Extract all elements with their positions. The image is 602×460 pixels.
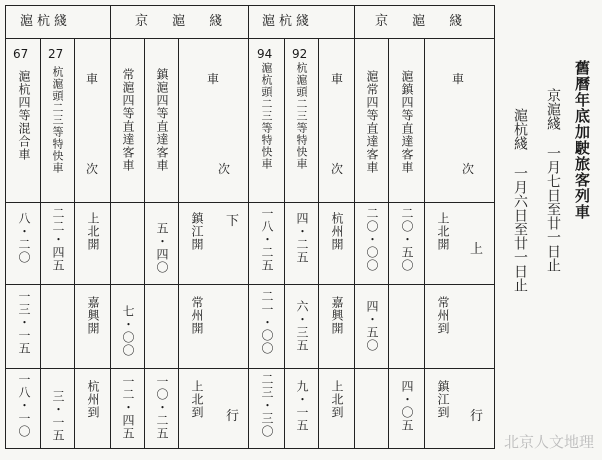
station-label: 嘉興開 [330,296,344,335]
row-divider-2 [5,368,495,369]
time-cell: 一八・一〇 [17,373,31,438]
time-cell: 四・五〇 [365,300,379,352]
section-divider [354,5,355,449]
train-name: 鎮滬四等直達客車 [155,68,169,172]
section-divider [110,5,111,449]
label-ci: 次 [218,162,231,176]
table-border-bottom [5,448,495,449]
station-label: 常州開 [190,296,204,335]
station-label: 鎮江開 [190,212,204,251]
train-number-67: 67 [13,47,29,61]
label-che: 車 [331,72,344,86]
trainname-divider [5,202,495,203]
time-cell: 二三・三〇 [260,373,274,438]
side-line-jinghu: 京滬綫 一月七日至廿一日止 [545,88,561,272]
col-line [388,38,389,449]
side-line-huhang: 滬杭綫 一月六日至廿一日止 [512,108,528,292]
time-cell: 一〇・二五 [155,375,169,440]
col-line [284,38,285,449]
time-cell: 八・二〇 [17,212,31,264]
station-label: 上北到 [190,380,204,419]
station-label: 杭州到 [86,380,100,419]
train-name: 滬常四等直達客車 [365,70,379,174]
station-label: 上北開 [436,212,450,251]
col-line [318,38,319,449]
direction-down: 下 [226,214,240,229]
col-line [178,38,179,449]
section-divider [248,5,249,449]
time-cell: 二〇・〇〇 [365,207,379,272]
station-label: 上北開 [86,212,100,251]
time-cell: 五・四〇 [155,222,169,274]
label-che: 車 [207,72,220,86]
time-cell: 六・三五 [295,300,309,352]
section-header-jinghu-left: 京 滬 綫 [135,14,233,29]
label-ci: 次 [86,162,99,176]
side-title: 舊曆年底加駛旅客列車 [573,60,591,220]
train-name: 杭滬頭二三等特快車 [295,62,308,170]
section-header-jinghu-right: 京 滬 綫 [375,14,473,29]
col-line [40,38,41,449]
col-line [424,38,425,449]
row-divider-1 [5,284,495,285]
time-cell: 九・一五 [295,380,309,432]
section-header-huhang-left: 滬杭綫 [20,14,72,29]
train-name: 滬杭頭二三等特快車 [260,62,273,170]
label-che: 車 [86,72,99,86]
col-line [74,38,75,449]
time-cell: 二二・四五 [51,207,65,272]
direction-up: 上 [470,242,484,257]
watermark: 北京人文地理 [503,433,594,451]
label-ci: 次 [331,162,344,176]
time-cell: 七・〇〇 [121,305,135,357]
col-line [144,38,145,449]
station-label: 嘉興開 [86,296,100,335]
table-border-left [5,5,6,449]
time-cell: 三・一五 [51,390,65,442]
train-number-94: 94 [257,47,273,61]
time-cell: 二〇・五〇 [400,207,414,272]
station-label: 杭州開 [330,212,344,251]
label-che: 車 [452,72,465,86]
table-border-top [5,5,495,6]
label-ci: 次 [462,162,475,176]
station-label: 上北到 [330,380,344,419]
train-name: 常滬四等直達客車 [121,68,135,172]
time-cell: 二一・〇〇 [260,290,274,355]
time-cell: 四・〇五 [400,380,414,432]
train-name: 滬鎮四等直達客車 [400,70,414,174]
train-number-27: 27 [48,47,64,61]
direction-xing: 行 [226,409,240,424]
train-name: 杭滬頭二三等特快車 [51,66,64,174]
time-cell: 四・二五 [295,212,309,264]
train-number-92: 92 [292,47,308,61]
time-cell: 一三・一五 [17,290,31,355]
direction-xing: 行 [470,409,484,424]
section-header-huhang-right: 滬杭綫 [262,14,314,29]
time-cell: 一八・二五 [260,207,274,272]
station-label: 常州到 [436,296,450,335]
table-border-right [494,5,495,449]
time-cell: 一二・四五 [121,375,135,440]
header-divider [5,38,495,39]
station-label: 鎮江到 [436,380,450,419]
train-name: 滬杭四等混合車 [17,70,31,161]
